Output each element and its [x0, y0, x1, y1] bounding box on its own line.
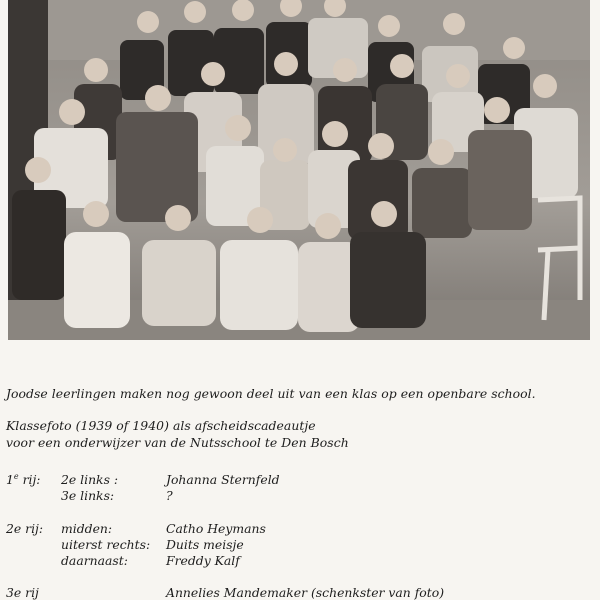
photo-caption-line-1: Klassefoto (1939 of 1940) als afscheidscadeautje	[6, 418, 316, 433]
row-2-label: 2e rij:	[6, 521, 44, 536]
class-photo	[8, 0, 590, 340]
row-3-label: 3e rij	[6, 585, 39, 600]
row-1-name: Johanna Sternfeld	[166, 472, 280, 487]
row-2-name: Catho Heymans	[166, 521, 266, 536]
photo-caption-line-2: voor een onderwijzer van de Nutsschool te Den Bosch	[6, 435, 349, 450]
class-photo-image	[8, 0, 590, 340]
row-1-position: 2e links :	[61, 472, 119, 487]
row-1-label	[6, 473, 40, 487]
row-2-position: uiterst rechts:	[61, 537, 151, 552]
row-1-name: ?	[166, 488, 173, 503]
intro-text: Joodse leerlingen maken nog gewoon deel uit van een klas op een openbare school.	[6, 386, 536, 401]
row-2-position: daarnaast:	[61, 553, 128, 568]
row-2-name: Duits meisje	[166, 537, 244, 552]
row-2-position: midden:	[61, 521, 113, 536]
row-2-name: Freddy Kalf	[166, 553, 240, 568]
row-1-tail: rij:	[18, 472, 41, 487]
row-1-number: 1	[6, 472, 14, 487]
row-1-position: 3e links:	[61, 488, 115, 503]
row-1-suffix: e	[13, 472, 19, 481]
row-3-name: Annelies Mandemaker (schenkster van foto)	[166, 585, 445, 600]
